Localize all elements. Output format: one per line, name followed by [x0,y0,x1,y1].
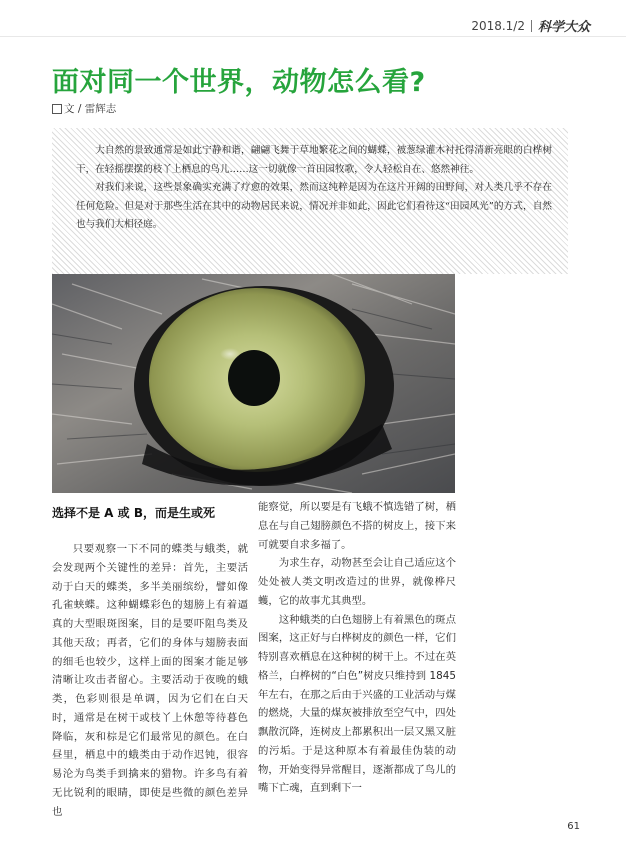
section-heading: 选择不是 A 或 B，而是生或死 [52,506,215,520]
intro-box [52,128,568,274]
header-separator [531,20,532,32]
header-rule [0,36,626,37]
body-paragraph: 能察觉，所以要是有飞蛾不慎选错了树，栖息在与自己翅膀颜色不搭的树皮上，接下来可就要自求多福了。 [258,501,456,551]
byline-text: 文 / 雷辉志 [64,103,117,115]
body-paragraph: 只要观察一下不同的蝶类与蛾类，就会发现两个关键性的差异：首先，主要活动于白天的蝶类，多半美丽缤纷，譬如像孔雀蛱蝶。这种蝴蝶彩色的翅膀上有着逼真的大型眼斑图案，目的是要吓阻鸟类及其他天敌；再者，它们的身体与翅膀表面的细毛也较少，这样上面的图案才能足够清晰让攻击者留心。主要活动于夜晚的蛾类，色彩则很是单调，因为它们在白天时，通常是在树干或枝丫上休憩等待暮色降临，灰和棕是它们最常见的颜色。在白昼里，栖息中的蛾类由于动作迟钝，很容易沦为鸟类手到擒来的猎物。许多鸟有着无比锐利的眼睛，即使是些微的颜色差异也 [52,543,248,818]
issue-date: 2018.1/2 [471,18,525,33]
body-paragraph: 为求生存，动物甚至会让自己适应这个处处被人类文明改造过的世界，就像桦尺蠖，它的故事尤其典型。 [258,557,456,607]
issue-header [471,16,590,35]
intro-paragraph: 大自然的景致通常是如此宁静和谐，翩翩飞舞于草地繁花之间的蝴蝶，被葱绿灌木衬托得清新亮眼的白桦树干，在轻摇摆摆的枝丫上栖息的鸟儿……这一切就像一首田园牧歌，令人轻松自在、悠然神往。 [76,145,552,175]
body-paragraph: 这种蛾类的白色翅膀上有着黑色的斑点图案，这正好与白桦树皮的颜色一样，它们特别喜欢栖息在这种树的树干上。不过在英格兰，白桦树的“白色”树皮只维持到 1845 年左右，在那之后由于兴盛的工业活动与煤的燃烧，大量的煤灰被排放至空气中，四处飘散沉降，连树皮上都累积出一层又黑又脏的污垢。于是这种原本有着最佳伪装的动物，开始变得异常醒目，逐渐都成了鸟儿的嘴下亡魂，直到剩下一 [258,613,456,795]
byline-box-icon [52,104,62,114]
byline [52,101,116,116]
cat-eye-photo [52,274,455,493]
page-number: 61 [567,821,580,832]
left-column [52,540,248,821]
magazine-brand: 科学大众 [537,20,590,35]
intro-paragraph: 对我们来说，这些景象确实充满了疗愈的效果，然而这纯粹是因为在这片开阔的田野间，对人类几乎不存在任何危险。但是对于那些生活在其中的动物居民来说，情况并非如此，因此它们看待这“田园风光”的方式，自然也与我们大相径庭。 [76,182,552,230]
article-title: 面对同一个世界，动物怎么看? [52,67,426,98]
right-column [258,498,456,798]
